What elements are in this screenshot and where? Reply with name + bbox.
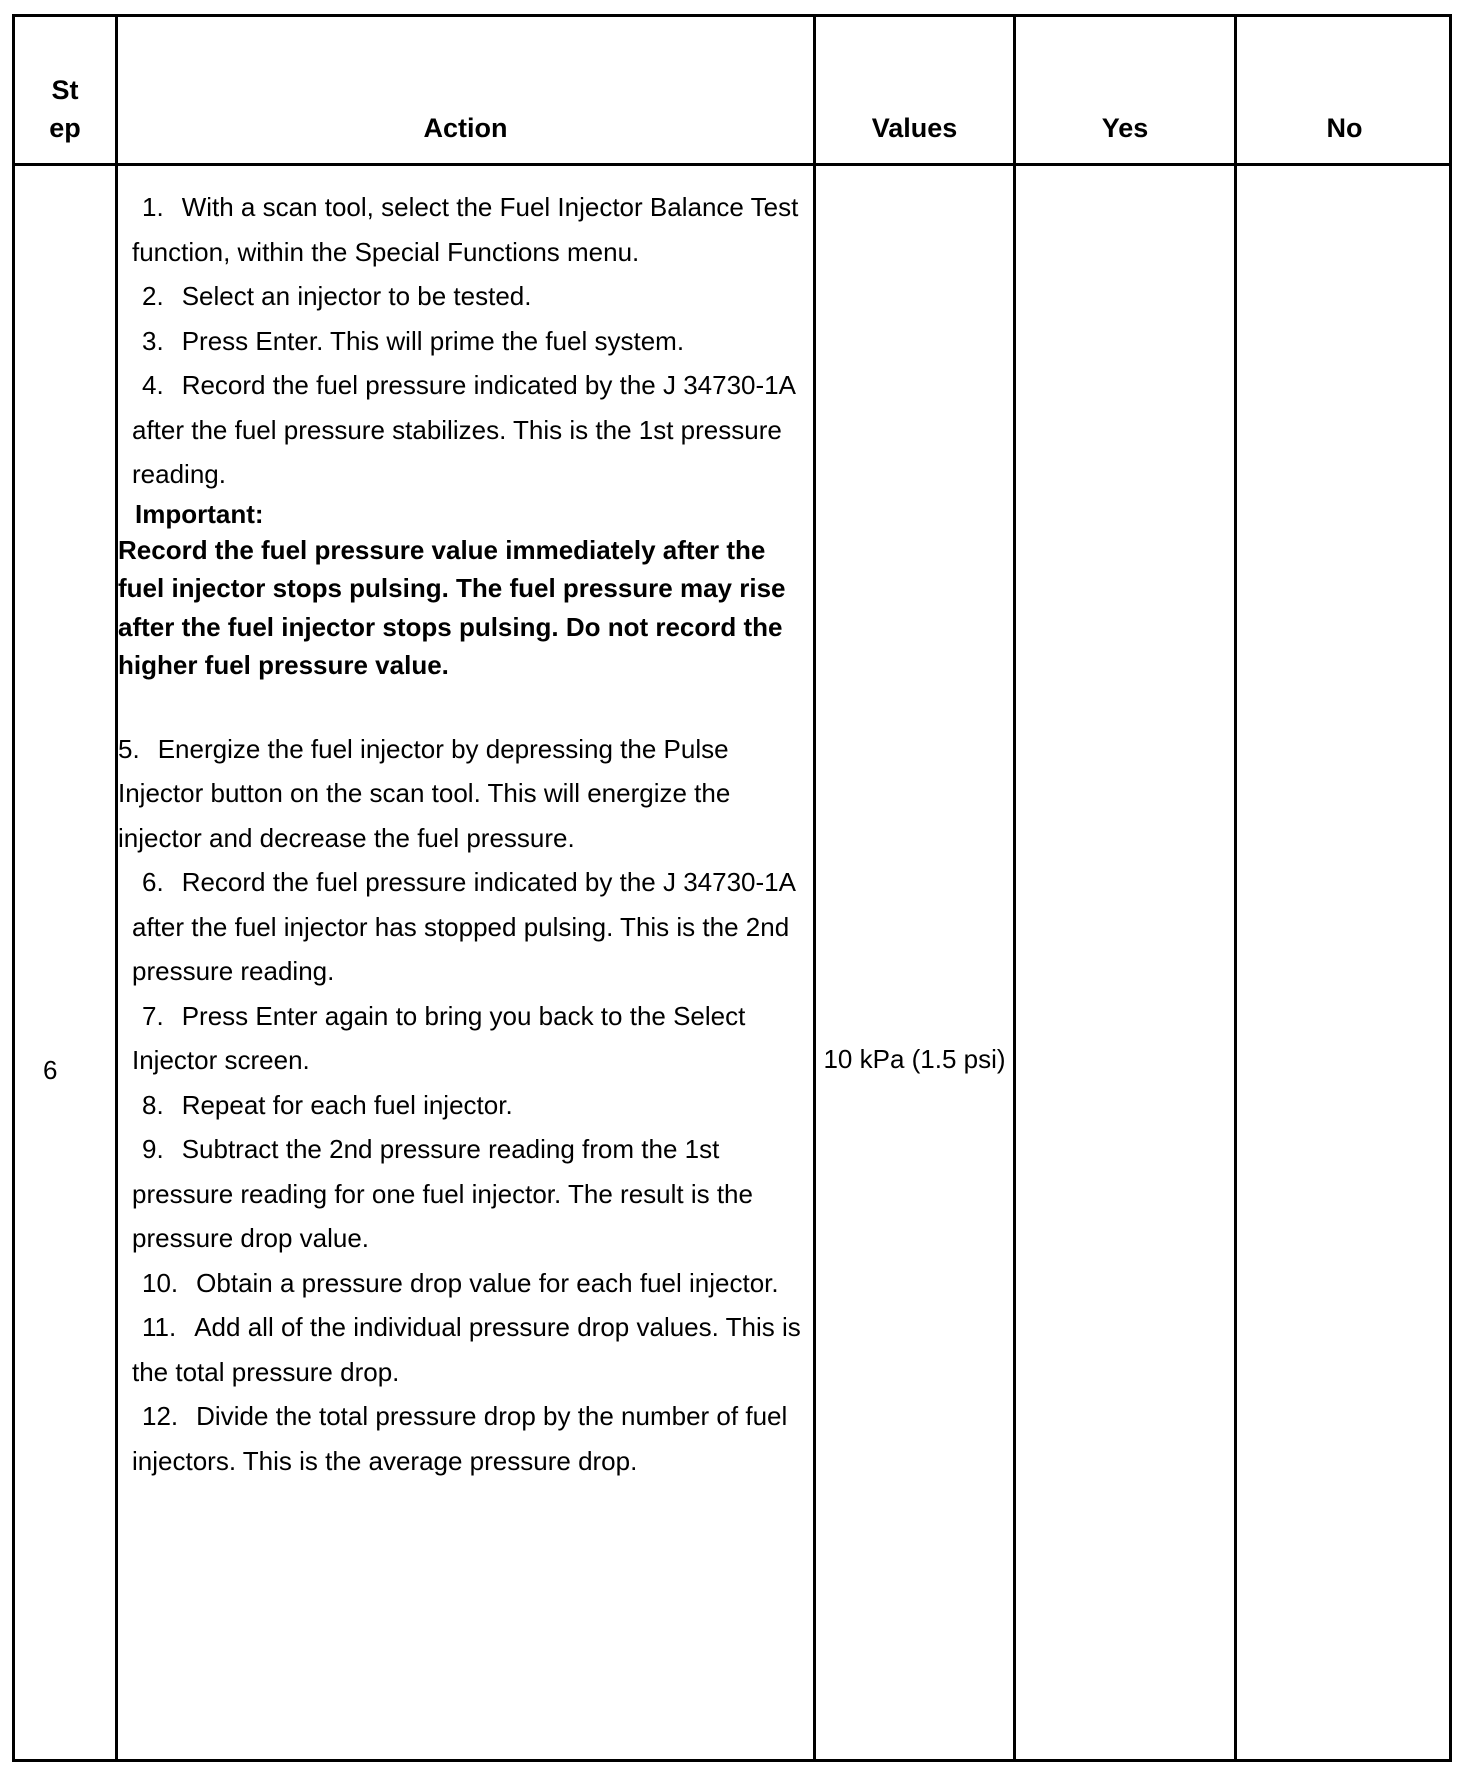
step-text: Obtain a pressure drop value for each fuel injector. (196, 1267, 779, 1298)
step-num: 2. (142, 281, 164, 311)
action-step (132, 860, 808, 994)
action-step (132, 319, 808, 364)
step-num: 10. (142, 1267, 179, 1298)
step-text: Divide the total pressure drop by the number of fuel injectors. This is the average pressure drop. (132, 1401, 788, 1476)
action-step (132, 274, 808, 319)
important-note: Record the fuel pressure value immediately after the fuel injector stops pulsing. The fuel pressure may rise after the fuel injector stops pulsing. Do not record the higher fuel pressure value. (118, 534, 786, 680)
step-text: Record the fuel pressure indicated by the J 34730-1A after the fuel injector has stopped pulsing. This is the 2nd pressure reading. (132, 867, 795, 986)
step-num: 4. (142, 370, 164, 400)
values-column-header: Values (871, 113, 958, 143)
action-step (118, 727, 808, 861)
action-step (132, 1083, 808, 1128)
action-cell (118, 185, 808, 1483)
step-text: Select an injector to be tested. (181, 281, 532, 311)
action-step (132, 1394, 808, 1483)
no-column-header: No (1326, 113, 1363, 143)
step-text: Energize the fuel injector by depressing the Pulse Injector button on the scan tool. This will energize the injector and decrease the fuel pressure. (118, 733, 731, 853)
action-column-header: Action (423, 113, 508, 143)
action-step (132, 994, 808, 1083)
header-divider (15, 163, 1449, 166)
step-text: With a scan tool, select the Fuel Injector Balance Test function, within the Special Functions menu. (132, 192, 799, 267)
step-num: 11. (142, 1312, 177, 1342)
important-title: Important: (135, 498, 264, 529)
action-step (132, 1127, 808, 1261)
step-num: 3. (142, 325, 164, 356)
step-num: 6. (142, 867, 164, 897)
diagnostic-table (12, 14, 1452, 1762)
yes-column-header: Yes (1101, 113, 1149, 143)
step-text: Subtract the 2nd pressure reading from the 1st pressure reading for one fuel injector. The result is the pressure drop value. (132, 1134, 753, 1253)
step-num: 1. (142, 192, 164, 222)
step-num: 12. (142, 1401, 179, 1431)
column-divider (813, 17, 816, 1759)
column-divider (1013, 17, 1016, 1759)
value-cell: 10 kPa (1.5 psi) (823, 1044, 1006, 1074)
action-step (132, 363, 808, 497)
step-num: 7. (142, 1000, 164, 1031)
action-step (132, 1261, 808, 1306)
action-step (132, 1305, 808, 1394)
step-num: 5. (118, 733, 140, 764)
column-divider (1234, 17, 1237, 1759)
step-text: Add all of the individual pressure drop values. This is the total pressure drop. (132, 1312, 801, 1387)
step-column-header (15, 17, 115, 163)
step-text: Repeat for each fuel injector. (181, 1089, 513, 1120)
step-num: 8. (142, 1089, 164, 1120)
action-steps-list (118, 185, 808, 497)
step-text: Record the fuel pressure indicated by the J 34730-1A after the fuel pressure stabilizes. This is the 1st pressure reading. (132, 370, 795, 489)
action-step (132, 185, 808, 274)
step-number: 6 (43, 1055, 58, 1085)
step-header-label: Step (49, 75, 81, 143)
action-steps-list (118, 860, 808, 1483)
step-text: Press Enter again to bring you back to the Select Injector screen. (132, 1000, 746, 1075)
step-text: Press Enter. This will prime the fuel system. (181, 325, 685, 356)
step-num: 9. (142, 1134, 164, 1164)
